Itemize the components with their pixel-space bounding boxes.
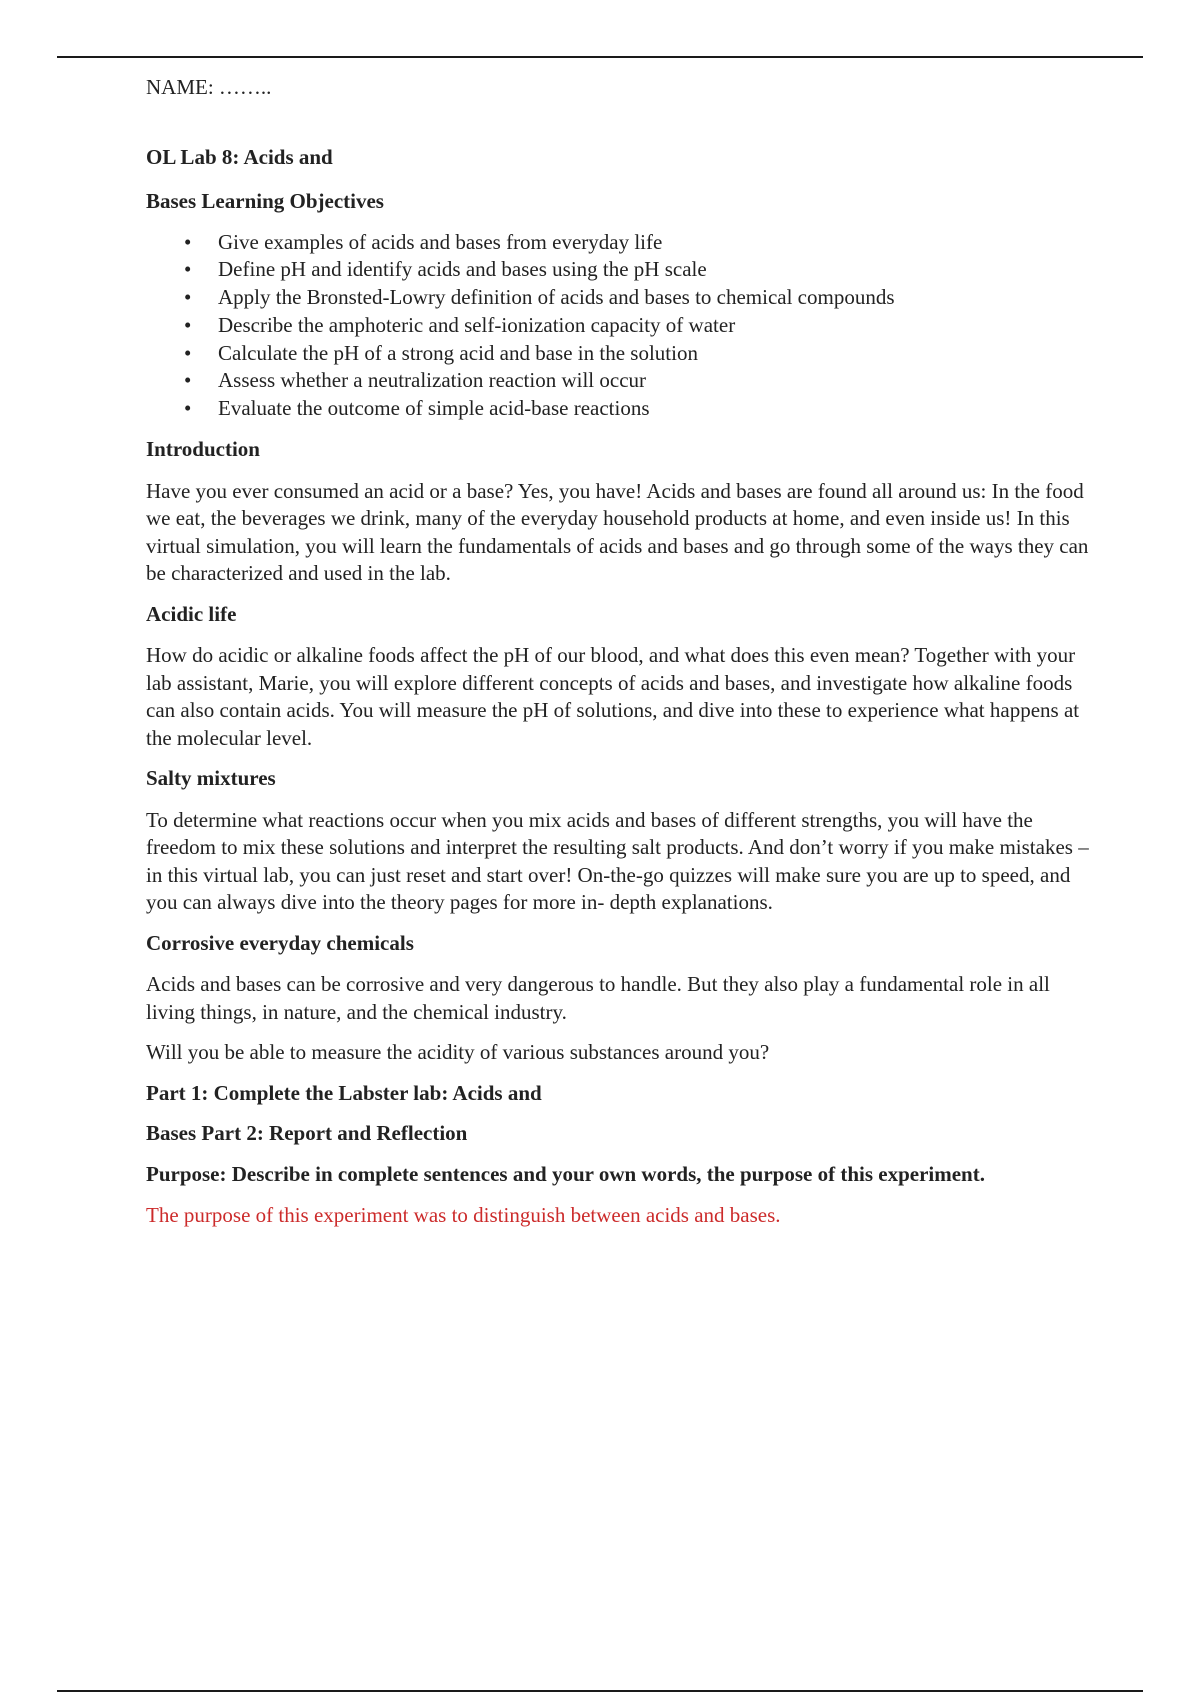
- bullet-icon: •: [184, 368, 192, 393]
- objective-item: [146, 256, 1092, 284]
- learning-objectives-list: [146, 229, 1092, 424]
- introduction-heading: Introduction: [146, 437, 260, 462]
- purpose-prompt: Purpose: Describe in complete sentences and your own words, the purpose of this experiment.: [146, 1161, 985, 1186]
- part1-heading-line-2: Bases Part 2: Report and Reflection: [146, 1121, 468, 1146]
- corrosive-question: Will you be able to measure the acidity of various substances around you?: [146, 1040, 770, 1065]
- top-rule: [57, 56, 1143, 58]
- lab-title-line-2: Bases Learning Objectives: [146, 189, 384, 213]
- objective-text: Apply the Bronsted-Lowry definition of acids and bases to chemical compounds: [218, 285, 895, 310]
- acidic-life-paragraph: How do acidic or alkaline foods affect the pH of our blood, and what does this even mean? Together with your lab assistant, Marie, you will explore different concepts of acids and bases, and investigate how alkaline foods can also contain acids. You will measure the pH of solutions, and dive into these to experience what happens at the molecular level.: [146, 643, 1080, 750]
- salty-mixtures-heading: Salty mixtures: [146, 766, 276, 791]
- bottom-rule: [57, 1690, 1143, 1692]
- objective-text: Evaluate the outcome of simple acid-base reactions: [218, 396, 650, 421]
- corrosive-heading: Corrosive everyday chemicals: [146, 930, 414, 955]
- name-line: NAME: ……..: [146, 75, 272, 99]
- lab-title-line-1: OL Lab 8: Acids and: [146, 144, 333, 169]
- bullet-icon: •: [184, 340, 192, 365]
- corrosive-paragraph: Acids and bases can be corrosive and very dangerous to handle. But they also play a fundamental role in all living things, in nature, and the chemical industry.: [146, 972, 1050, 1024]
- objective-text: Define pH and identify acids and bases using the pH scale: [218, 257, 707, 282]
- objective-item: [146, 284, 1092, 312]
- objective-item: [146, 229, 1092, 257]
- bullet-icon: •: [184, 312, 192, 337]
- objective-item: [146, 312, 1092, 340]
- bullet-icon: •: [184, 229, 192, 254]
- part1-heading-line-1: Part 1: Complete the Labster lab: Acids and: [146, 1080, 542, 1105]
- objective-text: Assess whether a neutralization reaction will occur: [218, 368, 647, 393]
- objective-text: Describe the amphoteric and self-ionization capacity of water: [218, 312, 736, 337]
- purpose-answer: The purpose of this experiment was to distinguish between acids and bases.: [146, 1203, 781, 1228]
- bullet-icon: •: [184, 285, 192, 310]
- objective-text: Calculate the pH of a strong acid and base in the solution: [218, 340, 698, 365]
- objective-item: [146, 367, 1092, 395]
- document-page: [146, 70, 1092, 1230]
- bullet-icon: •: [184, 396, 192, 421]
- acidic-life-heading: Acidic life: [146, 601, 237, 626]
- salty-mixtures-paragraph: To determine what reactions occur when you mix acids and bases of different strengths, you will have the freedom to mix these solutions and interpret the resulting salt products. And don’t worry if you make mistakes – in this virtual lab, you can just reset and start over! On-the-go quizzes will make sure you are up to speed, and you can always dive into the theory pages for more in- depth explanations.: [146, 807, 1089, 915]
- bullet-icon: •: [184, 257, 192, 282]
- objective-item: [146, 340, 1092, 368]
- objective-text: Give examples of acids and bases from everyday life: [218, 229, 663, 254]
- objective-item: [146, 395, 1092, 423]
- introduction-paragraph: Have you ever consumed an acid or a base? Yes, you have! Acids and bases are found all around us: In the food we eat, the beverages we drink, many of the everyday household products at home, and even inside us! In this virtual simulation, you will learn the fundamentals of acids and bases and go through some of the ways they can be characterized and used in the lab.: [146, 478, 1089, 586]
